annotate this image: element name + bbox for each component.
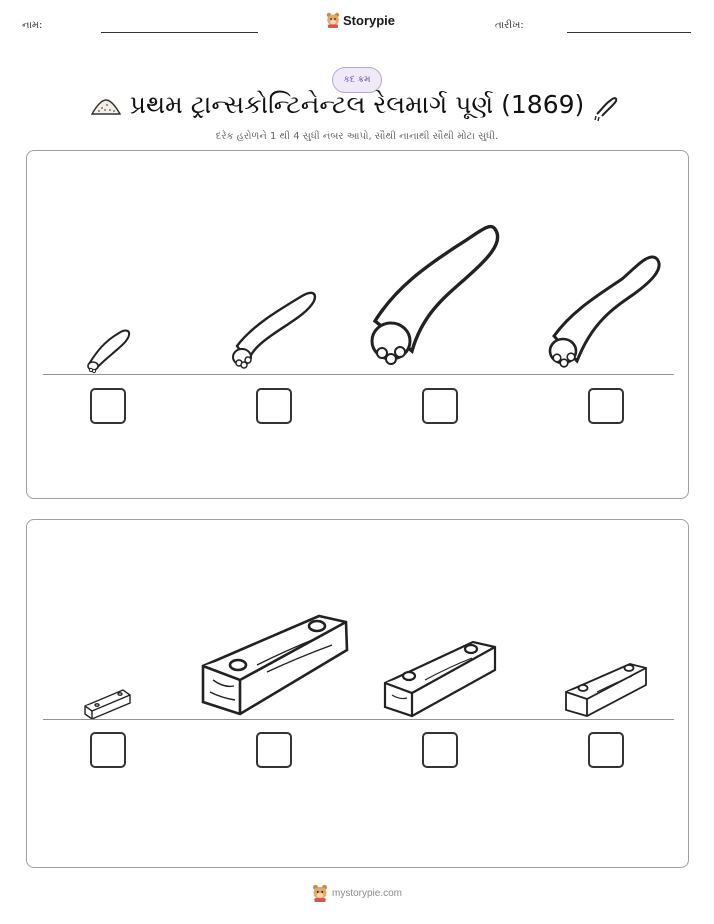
name-label: નામ:: [22, 20, 43, 31]
cable-item-2: [233, 293, 315, 368]
instructions: દરેક હરોળને 1 થી 4 સુધી નંબર આપો, સૌથી નાનાથી સૌથી મોટા સુધી.: [215, 131, 499, 142]
answer-box-3[interactable]: [422, 732, 458, 768]
page-title: પ્રથમ ટ્રાન્સકોન્ટિનેન્ટલ રેલમાર્ગ પૂર્ણ (1869): [129, 90, 585, 119]
storypie-mascot-icon: [326, 12, 340, 28]
category-badge: કદ ક્રમ: [332, 67, 382, 93]
plank-item-2: [203, 616, 347, 714]
storypie-mascot-icon: [312, 884, 328, 902]
answer-box-4[interactable]: [588, 732, 624, 768]
row-panel-cables: [26, 150, 689, 499]
name-field[interactable]: [101, 32, 258, 33]
footer: [0, 884, 714, 902]
cable-icon: [591, 92, 621, 122]
plank-item-3: [385, 642, 495, 716]
baseline: [43, 719, 674, 720]
brand-logo: [326, 12, 395, 28]
answer-box-3[interactable]: [422, 388, 458, 424]
date-field[interactable]: [567, 32, 691, 33]
answer-box-1[interactable]: [90, 732, 126, 768]
answer-box-1[interactable]: [90, 388, 126, 424]
cable-item-1: [88, 331, 129, 373]
cable-item-3: [372, 227, 498, 364]
brand-name: Storypie: [343, 12, 396, 28]
row-panel-planks: [26, 519, 689, 868]
answer-box-4[interactable]: [588, 388, 624, 424]
cable-item-4: [550, 257, 659, 367]
answer-box-2[interactable]: [256, 388, 292, 424]
baseline: [43, 374, 674, 375]
plank-illustrations: [27, 520, 690, 869]
answer-box-2[interactable]: [256, 732, 292, 768]
footer-url[interactable]: mystorypie.com: [331, 887, 402, 899]
plank-item-1: [85, 690, 130, 719]
cable-illustrations: [27, 151, 690, 500]
date-label: તારીખ:: [495, 20, 524, 31]
plank-item-4: [566, 664, 646, 716]
